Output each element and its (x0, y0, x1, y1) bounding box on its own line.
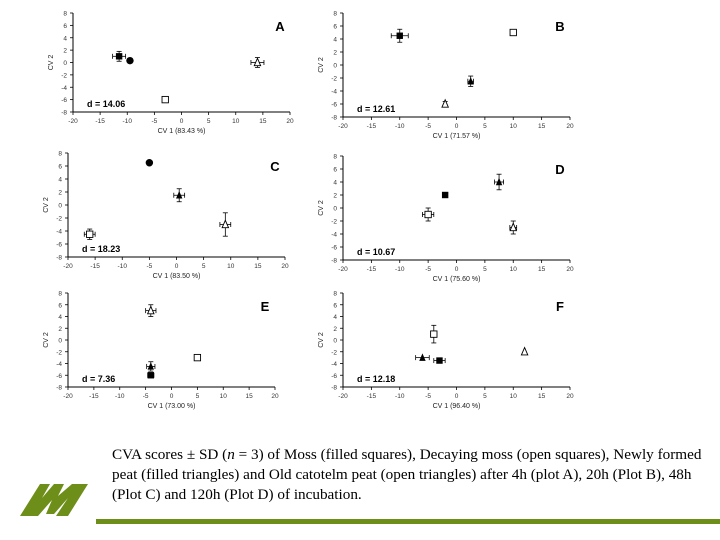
plot-panel-b (315, 5, 615, 145)
y-axis-label: CV 2 (318, 332, 325, 348)
data-point (510, 221, 517, 234)
data-point (431, 325, 437, 343)
d-statistic-label: d = 7.36 (82, 374, 116, 384)
y-tick-label: -8 (56, 384, 62, 392)
caption-text-1: CVA scores ± SD ( (112, 446, 228, 463)
caption-n: n (227, 446, 235, 463)
x-tick-label: -10 (122, 118, 132, 125)
x-tick-label: 0 (169, 393, 174, 400)
y-tick-label: 6 (58, 163, 62, 171)
y-tick-label: 2 (63, 47, 67, 55)
x-tick-label: 0 (179, 118, 184, 125)
x-tick-label: 0 (454, 266, 459, 273)
x-tick-label: 20 (281, 263, 289, 270)
y-tick-label: 8 (333, 290, 337, 298)
m-logo-icon (18, 480, 92, 518)
data-point (148, 372, 154, 378)
decaying-moss-marker (87, 231, 93, 237)
y-tick-label: -8 (331, 257, 337, 265)
plot-panel-d (315, 148, 615, 288)
y-tick-label: 0 (63, 60, 67, 67)
y-tick-label: 6 (333, 302, 337, 310)
y-tick-label: -6 (56, 372, 62, 380)
data-point (126, 57, 133, 64)
y-tick-label: -2 (61, 72, 67, 80)
x-tick-label: 15 (538, 393, 546, 400)
newly-formed-peat-marker (496, 178, 502, 185)
y-tick-label: -4 (331, 231, 337, 239)
moss-marker (436, 357, 442, 363)
y-tick-label: -6 (331, 372, 337, 380)
x-tick-label: -20 (338, 266, 348, 273)
data-point (251, 58, 264, 68)
x-tick-label: 10 (232, 118, 240, 125)
x-tick-label: -5 (425, 393, 432, 400)
x-tick-label: 5 (483, 393, 487, 400)
x-tick-label: 5 (201, 263, 206, 270)
x-tick-label: 10 (509, 266, 517, 273)
data-point (442, 100, 448, 107)
panel-letter: B (555, 19, 565, 34)
d-statistic-label: d = 14.06 (87, 99, 126, 109)
x-tick-label: -15 (366, 266, 377, 273)
plot-panel-f (315, 285, 615, 415)
y-tick-label: 0 (58, 337, 62, 345)
y-tick-label: 4 (58, 314, 62, 321)
x-axis-label: CV 1 (96.40 %) (432, 403, 481, 410)
footer-rule (96, 519, 720, 524)
data-point (442, 192, 448, 198)
y-tick-label: -6 (331, 101, 337, 109)
moss-marker (442, 192, 448, 198)
x-tick-label: -10 (115, 393, 125, 400)
x-tick-label: 5 (483, 266, 487, 273)
y-tick-label: -2 (331, 75, 337, 83)
x-tick-label: 20 (566, 123, 574, 130)
d-statistic-label: d = 18.23 (82, 244, 121, 254)
x-tick-label: -10 (395, 123, 405, 130)
data-point (113, 51, 126, 61)
y-tick-label: -4 (331, 361, 337, 368)
old-catotelm-peat-marker (148, 306, 154, 313)
x-tick-label: 0 (174, 263, 179, 270)
moss-marker (148, 372, 154, 378)
x-tick-label: 0 (454, 123, 459, 130)
x-tick-label: -20 (63, 393, 73, 400)
data-point (422, 208, 433, 221)
data-point (174, 189, 185, 202)
data-point (162, 96, 168, 102)
x-tick-label: 10 (219, 393, 227, 400)
y-tick-label: 8 (58, 150, 62, 158)
data-point (147, 362, 155, 371)
x-tick-label: -5 (142, 393, 149, 400)
y-tick-label: -2 (56, 349, 62, 357)
data-point (521, 348, 527, 355)
newly-formed-peat-marker (467, 77, 473, 84)
y-tick-label: 0 (333, 337, 337, 345)
y-tick-label: 0 (58, 202, 62, 210)
y-tick-label: 4 (333, 314, 337, 321)
x-tick-label: 15 (538, 266, 546, 273)
decaying-moss-marker (162, 96, 168, 102)
y-tick-label: 6 (63, 22, 67, 30)
y-tick-label: 6 (58, 302, 62, 310)
x-tick-label: -20 (68, 118, 78, 125)
data-point (434, 357, 445, 363)
x-tick-label: -5 (425, 266, 432, 273)
x-axis-label: CV 1 (71.57 %) (432, 133, 481, 140)
panel-letter: E (260, 299, 270, 314)
y-tick-label: 0 (333, 205, 337, 213)
y-tick-label: 8 (333, 153, 337, 161)
y-tick-label: -2 (331, 218, 337, 226)
y-axis-label: CV 2 (318, 57, 325, 73)
data-point (391, 29, 408, 42)
x-tick-label: 20 (566, 266, 574, 273)
x-axis-label: CV 1 (73.00 %) (147, 403, 196, 410)
data-point (146, 159, 153, 166)
old-catotelm-peat-marker (222, 220, 228, 227)
data-point (194, 354, 200, 360)
data-point (146, 305, 156, 317)
y-tick-label: 8 (63, 10, 67, 18)
x-tick-label: -15 (366, 123, 377, 130)
x-tick-label: -10 (395, 266, 405, 273)
x-tick-label: -15 (90, 263, 100, 270)
x-tick-label: -15 (366, 393, 377, 400)
y-tick-label: 2 (58, 189, 62, 197)
y-tick-label: 4 (63, 35, 67, 43)
y-tick-label: 4 (333, 36, 337, 44)
x-tick-label: 5 (195, 393, 200, 400)
x-tick-label: -15 (89, 393, 99, 400)
y-tick-label: 8 (58, 290, 62, 298)
y-tick-label: -6 (56, 241, 62, 249)
x-tick-label: -10 (395, 393, 405, 400)
data-point (220, 213, 231, 236)
y-tick-label: -2 (56, 215, 62, 223)
y-tick-label: 2 (58, 325, 62, 333)
x-tick-label: -5 (151, 118, 158, 125)
filled-circle-marker (126, 57, 133, 64)
y-tick-label: 2 (333, 192, 337, 200)
old-catotelm-peat-marker (521, 348, 527, 355)
x-tick-label: 5 (483, 123, 487, 130)
plot-panel-a (45, 5, 335, 140)
x-tick-label: 20 (566, 393, 574, 400)
y-tick-label: 6 (333, 166, 337, 174)
panel-letter: C (270, 159, 280, 174)
data-point (416, 353, 430, 360)
y-tick-label: -2 (331, 349, 337, 357)
decaying-moss-marker (510, 29, 516, 35)
x-tick-label: 15 (254, 263, 262, 270)
x-tick-label: 5 (206, 118, 211, 125)
figure-caption (112, 445, 712, 505)
y-tick-label: -8 (331, 114, 337, 122)
x-axis-label: CV 1 (75.60 %) (432, 276, 481, 283)
panel-letter: D (555, 162, 565, 177)
y-tick-label: 4 (58, 176, 62, 184)
x-axis-label: CV 1 (83.43 %) (157, 128, 206, 135)
y-tick-label: 0 (333, 62, 337, 70)
d-statistic-label: d = 10.67 (357, 247, 396, 257)
y-tick-label: 8 (333, 10, 337, 18)
decaying-moss-marker (431, 331, 437, 337)
data-point (495, 174, 504, 190)
y-tick-label: -4 (61, 84, 67, 92)
caption-text-2: = 3) of Moss (filled squares), Decaying moss (open squares), Newly formed peat (filled triangles) and Old catotelm peat (open triangles) after 4h (plot A), 20h (Plot B), 48h (Plot C) and 120h (Plot D) of incubation. (112, 446, 706, 503)
d-statistic-label: d = 12.61 (357, 104, 396, 114)
y-axis-label: CV 2 (318, 200, 325, 216)
plot-panel-c (40, 145, 330, 285)
moss-marker (397, 33, 403, 39)
y-tick-label: -4 (331, 88, 337, 96)
y-tick-label: -8 (61, 109, 67, 117)
old-catotelm-peat-marker (442, 100, 448, 107)
y-tick-label: -8 (56, 254, 62, 262)
decaying-moss-marker (425, 211, 431, 217)
old-catotelm-peat-marker (254, 58, 260, 65)
y-tick-label: -6 (61, 97, 67, 105)
x-tick-label: -20 (338, 393, 348, 400)
x-tick-label: -20 (338, 123, 348, 130)
newly-formed-peat-marker (419, 353, 425, 360)
data-point (467, 76, 473, 86)
x-tick-label: -5 (146, 263, 153, 270)
plot-panel-e (40, 285, 320, 415)
newly-formed-peat-marker (148, 362, 154, 369)
newly-formed-peat-marker (176, 191, 182, 198)
d-statistic-label: d = 12.18 (357, 374, 396, 384)
data-point (84, 229, 95, 239)
x-tick-label: 0 (454, 393, 459, 400)
x-tick-label: 20 (271, 393, 279, 400)
y-tick-label: 6 (333, 23, 337, 31)
y-tick-label: -4 (56, 228, 62, 236)
x-tick-label: 15 (245, 393, 253, 400)
y-tick-label: 4 (333, 179, 337, 187)
x-tick-label: -10 (117, 263, 127, 270)
decaying-moss-marker (194, 354, 200, 360)
x-axis-label: CV 1 (83.50 %) (152, 273, 201, 280)
y-tick-label: -6 (331, 244, 337, 252)
x-tick-label: -20 (63, 263, 73, 270)
x-tick-label: 15 (538, 123, 546, 130)
panel-letter: F (556, 299, 564, 314)
panel-letter: A (275, 19, 285, 34)
y-tick-label: -4 (56, 361, 62, 368)
y-tick-label: 2 (333, 325, 337, 333)
filled-circle-marker (146, 159, 153, 166)
moss-marker (116, 53, 122, 59)
y-tick-label: -8 (331, 384, 337, 392)
old-catotelm-peat-marker (510, 223, 516, 230)
x-tick-label: 10 (509, 123, 517, 130)
x-tick-label: 20 (286, 118, 294, 125)
x-tick-label: 15 (259, 118, 267, 125)
y-axis-label: CV 2 (43, 197, 50, 213)
data-point (510, 29, 516, 35)
x-tick-label: 10 (227, 263, 235, 270)
y-axis-label: CV 2 (48, 54, 55, 71)
x-tick-label: 10 (509, 393, 517, 400)
x-tick-label: -5 (425, 123, 432, 130)
x-tick-label: -15 (95, 118, 105, 125)
y-tick-label: 2 (333, 49, 337, 57)
y-axis-label: CV 2 (43, 332, 50, 348)
